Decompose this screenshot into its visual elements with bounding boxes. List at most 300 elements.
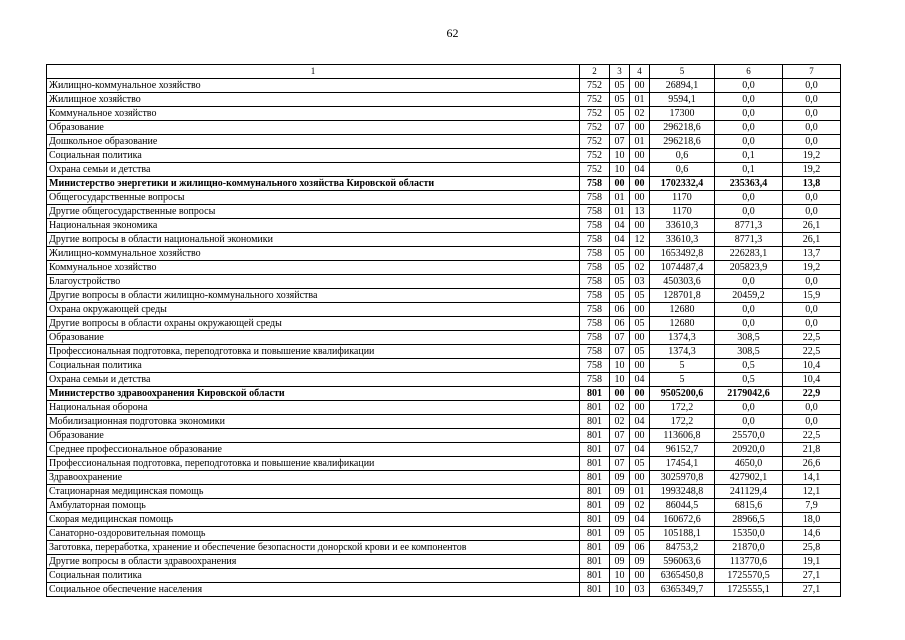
plan-amount-cell: 596063,6 — [650, 555, 715, 569]
actual-amount-cell: 8771,3 — [715, 219, 783, 233]
percent-cell: 0,0 — [783, 79, 841, 93]
admin-code-cell: 801 — [580, 513, 610, 527]
table-row — [47, 429, 841, 443]
subsection-cell: 05 — [630, 289, 650, 303]
percent-cell: 0,0 — [783, 205, 841, 219]
subsection-cell: 02 — [630, 261, 650, 275]
admin-code-cell: 752 — [580, 149, 610, 163]
section-cell: 07 — [610, 121, 630, 135]
item-name-cell: Коммунальное хозяйство — [47, 261, 580, 275]
percent-cell: 19,2 — [783, 261, 841, 275]
subsection-cell: 02 — [630, 107, 650, 121]
admin-code-cell: 801 — [580, 569, 610, 583]
table-row — [47, 527, 841, 541]
item-name-cell: Министерство здравоохранения Кировской области — [47, 387, 580, 401]
section-cell: 06 — [610, 303, 630, 317]
table-row — [47, 415, 841, 429]
table-row — [47, 247, 841, 261]
plan-amount-cell: 6365349,7 — [650, 583, 715, 597]
subsection-cell: 04 — [630, 163, 650, 177]
percent-cell: 10,4 — [783, 359, 841, 373]
plan-amount-cell: 17454,1 — [650, 457, 715, 471]
admin-code-cell: 752 — [580, 79, 610, 93]
admin-code-cell: 752 — [580, 93, 610, 107]
admin-code-cell: 758 — [580, 303, 610, 317]
actual-amount-cell: 0,5 — [715, 373, 783, 387]
plan-amount-cell: 450303,6 — [650, 275, 715, 289]
column-header: 4 — [630, 65, 650, 79]
admin-code-cell: 758 — [580, 275, 610, 289]
admin-code-cell: 758 — [580, 233, 610, 247]
table-row — [47, 401, 841, 415]
item-name-cell: Социальная политика — [47, 149, 580, 163]
percent-cell: 10,4 — [783, 373, 841, 387]
subsection-cell: 05 — [630, 317, 650, 331]
budget-table — [46, 64, 841, 597]
subsection-cell: 00 — [630, 191, 650, 205]
plan-amount-cell: 9505200,6 — [650, 387, 715, 401]
actual-amount-cell: 113770,6 — [715, 555, 783, 569]
plan-amount-cell: 26894,1 — [650, 79, 715, 93]
admin-code-cell: 752 — [580, 107, 610, 121]
admin-code-cell: 801 — [580, 485, 610, 499]
actual-amount-cell: 15350,0 — [715, 527, 783, 541]
admin-code-cell: 752 — [580, 163, 610, 177]
section-cell: 07 — [610, 345, 630, 359]
item-name-cell: Благоустройство — [47, 275, 580, 289]
table-row — [47, 331, 841, 345]
item-name-cell: Образование — [47, 121, 580, 135]
table-row — [47, 457, 841, 471]
actual-amount-cell: 0,0 — [715, 401, 783, 415]
subsection-cell: 00 — [630, 387, 650, 401]
item-name-cell: Санаторно-оздоровительная помощь — [47, 527, 580, 541]
percent-cell: 22,5 — [783, 429, 841, 443]
percent-cell: 22,5 — [783, 331, 841, 345]
item-name-cell: Жилищно-коммунальное хозяйство — [47, 79, 580, 93]
page-number: 62 — [446, 26, 459, 40]
percent-cell: 0,0 — [783, 303, 841, 317]
section-cell: 01 — [610, 191, 630, 205]
subsection-cell: 04 — [630, 373, 650, 387]
item-name-cell: Стационарная медицинская помощь — [47, 485, 580, 499]
plan-amount-cell: 105188,1 — [650, 527, 715, 541]
table-row — [47, 555, 841, 569]
subsection-cell: 00 — [630, 429, 650, 443]
section-cell: 02 — [610, 415, 630, 429]
actual-amount-cell: 0,5 — [715, 359, 783, 373]
actual-amount-cell: 0,0 — [715, 317, 783, 331]
table-row — [47, 275, 841, 289]
subsection-cell: 01 — [630, 485, 650, 499]
section-cell: 07 — [610, 135, 630, 149]
subsection-cell: 00 — [630, 149, 650, 163]
actual-amount-cell: 2179042,6 — [715, 387, 783, 401]
actual-amount-cell: 6815,6 — [715, 499, 783, 513]
subsection-cell: 03 — [630, 275, 650, 289]
subsection-cell: 05 — [630, 457, 650, 471]
section-cell: 05 — [610, 79, 630, 93]
plan-amount-cell: 12680 — [650, 303, 715, 317]
admin-code-cell: 801 — [580, 471, 610, 485]
actual-amount-cell: 20920,0 — [715, 443, 783, 457]
section-cell: 09 — [610, 513, 630, 527]
subsection-cell: 00 — [630, 79, 650, 93]
table-row — [47, 317, 841, 331]
percent-cell: 26,1 — [783, 233, 841, 247]
plan-amount-cell: 0,6 — [650, 163, 715, 177]
percent-cell: 0,0 — [783, 107, 841, 121]
section-cell: 10 — [610, 583, 630, 597]
section-cell: 09 — [610, 555, 630, 569]
percent-cell: 26,6 — [783, 457, 841, 471]
actual-amount-cell: 1725570,5 — [715, 569, 783, 583]
subsection-cell: 04 — [630, 415, 650, 429]
table-row — [47, 471, 841, 485]
subsection-cell: 00 — [630, 247, 650, 261]
percent-cell: 7,9 — [783, 499, 841, 513]
subsection-cell: 05 — [630, 527, 650, 541]
actual-amount-cell: 0,0 — [715, 191, 783, 205]
plan-amount-cell: 84753,2 — [650, 541, 715, 555]
section-cell: 09 — [610, 499, 630, 513]
item-name-cell: Другие вопросы в области охраны окружающей среды — [47, 317, 580, 331]
section-cell: 06 — [610, 317, 630, 331]
subsection-cell: 12 — [630, 233, 650, 247]
actual-amount-cell: 0,0 — [715, 205, 783, 219]
percent-cell: 0,0 — [783, 317, 841, 331]
admin-code-cell: 801 — [580, 499, 610, 513]
section-cell: 02 — [610, 401, 630, 415]
actual-amount-cell: 0,0 — [715, 135, 783, 149]
admin-code-cell: 758 — [580, 331, 610, 345]
plan-amount-cell: 1374,3 — [650, 331, 715, 345]
subsection-cell: 06 — [630, 541, 650, 555]
column-header: 3 — [610, 65, 630, 79]
subsection-cell: 04 — [630, 513, 650, 527]
table-row — [47, 583, 841, 597]
percent-cell: 27,1 — [783, 583, 841, 597]
plan-amount-cell: 1993248,8 — [650, 485, 715, 499]
plan-amount-cell: 1170 — [650, 205, 715, 219]
actual-amount-cell: 0,0 — [715, 121, 783, 135]
admin-code-cell: 801 — [580, 457, 610, 471]
table-row — [47, 485, 841, 499]
column-header: 1 — [47, 65, 580, 79]
plan-amount-cell: 3025970,8 — [650, 471, 715, 485]
admin-code-cell: 758 — [580, 191, 610, 205]
plan-amount-cell: 172,2 — [650, 415, 715, 429]
actual-amount-cell: 0,0 — [715, 79, 783, 93]
percent-cell: 27,1 — [783, 569, 841, 583]
item-name-cell: Охрана окружающей среды — [47, 303, 580, 317]
percent-cell: 0,0 — [783, 191, 841, 205]
actual-amount-cell: 0,1 — [715, 149, 783, 163]
subsection-cell: 00 — [630, 331, 650, 345]
actual-amount-cell: 0,0 — [715, 93, 783, 107]
section-cell: 05 — [610, 261, 630, 275]
item-name-cell: Здравоохранение — [47, 471, 580, 485]
item-name-cell: Профессиональная подготовка, переподготовка и повышение квалификации — [47, 345, 580, 359]
admin-code-cell: 758 — [580, 219, 610, 233]
table-row — [47, 135, 841, 149]
actual-amount-cell: 1725555,1 — [715, 583, 783, 597]
percent-cell: 19,1 — [783, 555, 841, 569]
admin-code-cell: 758 — [580, 317, 610, 331]
plan-amount-cell: 113606,8 — [650, 429, 715, 443]
item-name-cell: Другие вопросы в области национальной экономики — [47, 233, 580, 247]
item-name-cell: Среднее профессиональное образование — [47, 443, 580, 457]
section-cell: 05 — [610, 93, 630, 107]
admin-code-cell: 801 — [580, 443, 610, 457]
table-row — [47, 387, 841, 401]
plan-amount-cell: 172,2 — [650, 401, 715, 415]
item-name-cell: Мобилизационная подготовка экономики — [47, 415, 580, 429]
column-header: 2 — [580, 65, 610, 79]
item-name-cell: Национальная экономика — [47, 219, 580, 233]
table-row — [47, 191, 841, 205]
plan-amount-cell: 6365450,8 — [650, 569, 715, 583]
plan-amount-cell: 96152,7 — [650, 443, 715, 457]
table-row — [47, 499, 841, 513]
actual-amount-cell: 0,0 — [715, 275, 783, 289]
percent-cell: 0,0 — [783, 401, 841, 415]
plan-amount-cell: 17300 — [650, 107, 715, 121]
actual-amount-cell: 226283,1 — [715, 247, 783, 261]
subsection-cell: 00 — [630, 569, 650, 583]
admin-code-cell: 758 — [580, 177, 610, 191]
section-cell: 07 — [610, 457, 630, 471]
actual-amount-cell: 427902,1 — [715, 471, 783, 485]
admin-code-cell: 801 — [580, 541, 610, 555]
section-cell: 10 — [610, 163, 630, 177]
admin-code-cell: 758 — [580, 205, 610, 219]
section-cell: 07 — [610, 331, 630, 345]
table-row — [47, 541, 841, 555]
subsection-cell: 00 — [630, 177, 650, 191]
actual-amount-cell: 4650,0 — [715, 457, 783, 471]
plan-amount-cell: 5 — [650, 373, 715, 387]
table-row — [47, 79, 841, 93]
admin-code-cell: 801 — [580, 387, 610, 401]
table-header-row — [47, 65, 841, 79]
plan-amount-cell: 1653492,8 — [650, 247, 715, 261]
admin-code-cell: 758 — [580, 289, 610, 303]
percent-cell: 13,7 — [783, 247, 841, 261]
item-name-cell: Национальная оборона — [47, 401, 580, 415]
section-cell: 00 — [610, 387, 630, 401]
section-cell: 05 — [610, 107, 630, 121]
admin-code-cell: 758 — [580, 373, 610, 387]
actual-amount-cell: 0,0 — [715, 303, 783, 317]
actual-amount-cell: 21870,0 — [715, 541, 783, 555]
admin-code-cell: 801 — [580, 401, 610, 415]
actual-amount-cell: 0,1 — [715, 163, 783, 177]
item-name-cell: Министерство энергетики и жилищно-коммунального хозяйства Кировской области — [47, 177, 580, 191]
admin-code-cell: 801 — [580, 555, 610, 569]
plan-amount-cell: 296218,6 — [650, 135, 715, 149]
percent-cell: 0,0 — [783, 135, 841, 149]
admin-code-cell: 758 — [580, 261, 610, 275]
table-row — [47, 261, 841, 275]
section-cell: 04 — [610, 233, 630, 247]
subsection-cell: 01 — [630, 135, 650, 149]
actual-amount-cell: 8771,3 — [715, 233, 783, 247]
table-row — [47, 163, 841, 177]
item-name-cell: Дошкольное образование — [47, 135, 580, 149]
plan-amount-cell: 1702332,4 — [650, 177, 715, 191]
admin-code-cell: 752 — [580, 121, 610, 135]
percent-cell: 22,9 — [783, 387, 841, 401]
item-name-cell: Социальная политика — [47, 569, 580, 583]
admin-code-cell: 752 — [580, 135, 610, 149]
percent-cell: 0,0 — [783, 275, 841, 289]
subsection-cell: 05 — [630, 345, 650, 359]
table-row — [47, 205, 841, 219]
percent-cell: 18,0 — [783, 513, 841, 527]
admin-code-cell: 801 — [580, 527, 610, 541]
section-cell: 10 — [610, 373, 630, 387]
item-name-cell: Другие общегосударственные вопросы — [47, 205, 580, 219]
percent-cell: 0,0 — [783, 121, 841, 135]
plan-amount-cell: 9594,1 — [650, 93, 715, 107]
admin-code-cell: 801 — [580, 415, 610, 429]
item-name-cell: Коммунальное хозяйство — [47, 107, 580, 121]
subsection-cell: 00 — [630, 121, 650, 135]
actual-amount-cell: 241129,4 — [715, 485, 783, 499]
admin-code-cell: 758 — [580, 247, 610, 261]
subsection-cell: 00 — [630, 471, 650, 485]
admin-code-cell: 801 — [580, 429, 610, 443]
table-row — [47, 107, 841, 121]
actual-amount-cell: 0,0 — [715, 415, 783, 429]
item-name-cell: Образование — [47, 331, 580, 345]
section-cell: 01 — [610, 205, 630, 219]
table-row — [47, 345, 841, 359]
item-name-cell: Скорая медицинская помощь — [47, 513, 580, 527]
percent-cell: 14,1 — [783, 471, 841, 485]
item-name-cell: Другие вопросы в области жилищно-коммунального хозяйства — [47, 289, 580, 303]
section-cell: 10 — [610, 149, 630, 163]
item-name-cell: Жилищное хозяйство — [47, 93, 580, 107]
subsection-cell: 00 — [630, 359, 650, 373]
section-cell: 09 — [610, 471, 630, 485]
table-row — [47, 359, 841, 373]
section-cell: 10 — [610, 569, 630, 583]
percent-cell: 15,9 — [783, 289, 841, 303]
section-cell: 10 — [610, 359, 630, 373]
table-row — [47, 569, 841, 583]
subsection-cell: 09 — [630, 555, 650, 569]
item-name-cell: Социальная политика — [47, 359, 580, 373]
item-name-cell: Образование — [47, 429, 580, 443]
actual-amount-cell: 205823,9 — [715, 261, 783, 275]
percent-cell: 19,2 — [783, 163, 841, 177]
plan-amount-cell: 160672,6 — [650, 513, 715, 527]
plan-amount-cell: 1074487,4 — [650, 261, 715, 275]
subsection-cell: 04 — [630, 443, 650, 457]
item-name-cell: Жилищно-коммунальное хозяйство — [47, 247, 580, 261]
table-row — [47, 93, 841, 107]
plan-amount-cell: 0,6 — [650, 149, 715, 163]
actual-amount-cell: 25570,0 — [715, 429, 783, 443]
plan-amount-cell: 296218,6 — [650, 121, 715, 135]
plan-amount-cell: 12680 — [650, 317, 715, 331]
table-row — [47, 443, 841, 457]
subsection-cell: 01 — [630, 93, 650, 107]
percent-cell: 12,1 — [783, 485, 841, 499]
subsection-cell: 00 — [630, 219, 650, 233]
plan-amount-cell: 1374,3 — [650, 345, 715, 359]
actual-amount-cell: 0,0 — [715, 107, 783, 121]
percent-cell: 25,8 — [783, 541, 841, 555]
item-name-cell: Социальное обеспечение населения — [47, 583, 580, 597]
admin-code-cell: 758 — [580, 345, 610, 359]
table-row — [47, 219, 841, 233]
table-row — [47, 177, 841, 191]
percent-cell: 14,6 — [783, 527, 841, 541]
percent-cell: 13,8 — [783, 177, 841, 191]
percent-cell: 22,5 — [783, 345, 841, 359]
actual-amount-cell: 308,5 — [715, 345, 783, 359]
item-name-cell: Амбулаторная помощь — [47, 499, 580, 513]
section-cell: 00 — [610, 177, 630, 191]
table-row — [47, 289, 841, 303]
percent-cell: 21,8 — [783, 443, 841, 457]
subsection-cell: 03 — [630, 583, 650, 597]
item-name-cell: Другие вопросы в области здравоохранения — [47, 555, 580, 569]
actual-amount-cell: 235363,4 — [715, 177, 783, 191]
section-cell: 07 — [610, 429, 630, 443]
admin-code-cell: 801 — [580, 583, 610, 597]
plan-amount-cell: 33610,3 — [650, 219, 715, 233]
plan-amount-cell: 1170 — [650, 191, 715, 205]
column-header: 6 — [715, 65, 783, 79]
item-name-cell: Охрана семьи и детства — [47, 163, 580, 177]
item-name-cell: Профессиональная подготовка, переподготовка и повышение квалификации — [47, 457, 580, 471]
percent-cell: 19,2 — [783, 149, 841, 163]
percent-cell: 0,0 — [783, 93, 841, 107]
subsection-cell: 00 — [630, 401, 650, 415]
section-cell: 09 — [610, 541, 630, 555]
section-cell: 07 — [610, 443, 630, 457]
column-header: 7 — [783, 65, 841, 79]
table-row — [47, 373, 841, 387]
section-cell: 05 — [610, 275, 630, 289]
actual-amount-cell: 28966,5 — [715, 513, 783, 527]
item-name-cell: Общегосударственные вопросы — [47, 191, 580, 205]
table-row — [47, 149, 841, 163]
table-row — [47, 233, 841, 247]
section-cell: 04 — [610, 219, 630, 233]
actual-amount-cell: 20459,2 — [715, 289, 783, 303]
section-cell: 09 — [610, 485, 630, 499]
subsection-cell: 02 — [630, 499, 650, 513]
actual-amount-cell: 308,5 — [715, 331, 783, 345]
plan-amount-cell: 86044,5 — [650, 499, 715, 513]
percent-cell: 0,0 — [783, 415, 841, 429]
table-row — [47, 121, 841, 135]
table-row — [47, 303, 841, 317]
table-row — [47, 513, 841, 527]
column-header: 5 — [650, 65, 715, 79]
plan-amount-cell: 33610,3 — [650, 233, 715, 247]
percent-cell: 26,1 — [783, 219, 841, 233]
section-cell: 05 — [610, 289, 630, 303]
subsection-cell: 00 — [630, 303, 650, 317]
admin-code-cell: 758 — [580, 359, 610, 373]
section-cell: 09 — [610, 527, 630, 541]
